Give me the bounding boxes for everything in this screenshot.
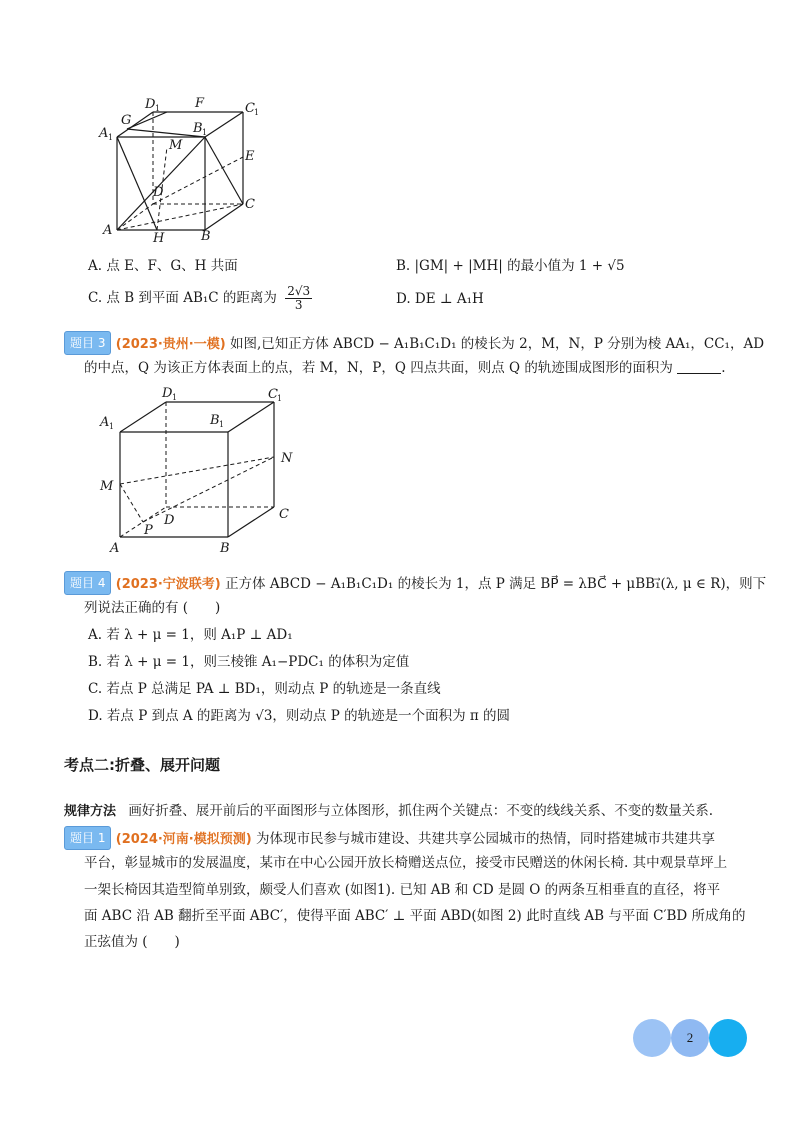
q5-line5: 正弦值为 ( ) xyxy=(84,934,180,950)
label-M: M xyxy=(169,138,183,153)
fraction-den: 3 xyxy=(294,298,303,312)
q4-option-c: C. 若点 P 总满足 PA ⊥ BD₁，则动点 P 的轨迹是一条直线 xyxy=(88,681,441,697)
method-label: 规律方法 xyxy=(64,804,117,819)
q3-text2: 的中点，Q 为该正方体表面上的点，若 M，N，P，Q 四点共面，则点 Q 的轨迹围成图形的面积为 xyxy=(84,360,673,376)
label-H: H xyxy=(153,231,165,242)
q2-option-c xyxy=(88,285,312,312)
fraction-num: 2√3 xyxy=(287,284,311,298)
label-B1: B xyxy=(193,121,203,136)
page-number-badge xyxy=(671,1019,709,1057)
page-number: 2 xyxy=(686,1030,694,1045)
label-A: A xyxy=(103,223,113,238)
label-N: N xyxy=(281,451,293,466)
q2-option-c-fraction xyxy=(285,285,312,312)
label-F: F xyxy=(195,96,205,111)
sub-B1: 1 xyxy=(202,128,208,137)
label-D1: D xyxy=(145,97,156,112)
q5-source: (2024·河南·模拟预测) xyxy=(115,832,252,847)
label-C1: C xyxy=(268,387,278,402)
q4-text1: 正方体 ABCD − A₁B₁C₁D₁ 的棱长为 1，点 P 满足 BP⃗ = λBC⃗ + μBB₁⃗(λ, μ ∈ R)，则下 xyxy=(225,576,767,592)
method-text: 画好折叠、展开前后的平面图形与立体图形，抓住两个关键点：不变的线线关系、不变的数量关系. xyxy=(128,803,714,819)
sub-A1: 1 xyxy=(108,133,114,142)
q4-source: (2023·宁波联考) xyxy=(115,577,221,592)
label-C1: C xyxy=(245,101,255,116)
label-M: M xyxy=(100,479,114,494)
label-C: C xyxy=(245,197,255,212)
label-B1: B xyxy=(210,413,220,428)
sub-D1: 1 xyxy=(155,104,161,113)
label-D: D xyxy=(164,513,175,528)
q5-line2: 平台，彰显城市的发展温度，某市在中心公园开放长椅赠送点位，接受市民赠送的休闲长椅. 其中观景草坪上 xyxy=(84,855,728,871)
q3-line2 xyxy=(84,358,725,378)
label-G: G xyxy=(121,113,132,128)
q2-option-b: B. |GM| + |MH| 的最小值为 1 + √5 xyxy=(396,258,625,274)
label-D1: D xyxy=(162,386,173,401)
q2-option-c-text: C. 点 B 到平面 AB₁C 的距离为 xyxy=(88,290,277,306)
label-D: D xyxy=(153,185,164,200)
cube-figure-1 xyxy=(95,92,275,242)
q2-option-d: D. DE ⊥ A₁H xyxy=(396,291,484,307)
label-P: P xyxy=(144,523,153,538)
method-line xyxy=(64,801,713,822)
sub-C1: 1 xyxy=(277,394,283,403)
q2-option-a: A. 点 E、F、G、H 共面 xyxy=(88,258,238,274)
sub-C1: 1 xyxy=(254,108,260,117)
q5-text1: 为体现市民参与城市建设、共建共享公园城市的热情，同时搭建城市共建共享 xyxy=(256,831,715,847)
q4-line1 xyxy=(64,571,766,595)
q3-line1 xyxy=(64,331,764,355)
page-circle-left xyxy=(633,1019,671,1057)
sub-A1: 1 xyxy=(109,422,115,431)
q5-line1 xyxy=(64,826,715,850)
q5-line3: 一架长椅因其造型简单别致，颇受人们喜欢 (如图1). 已知 AB 和 CD 是圆 O 的两条互相垂直的直径，将平 xyxy=(84,882,721,898)
label-A1: A xyxy=(100,415,110,430)
sub-D1: 1 xyxy=(172,393,178,402)
label-B: B xyxy=(220,541,230,556)
q3-source: (2023·贵州·一模) xyxy=(115,337,226,352)
q4-option-d: D. 若点 P 到点 A 的距离为 √3，则动点 P 的轨迹是一个面积为 π 的圆 xyxy=(88,708,511,724)
label-A: A xyxy=(110,541,120,556)
q3-text2-end: . xyxy=(721,360,726,376)
page-circle-right xyxy=(709,1019,747,1057)
label-B: B xyxy=(201,229,211,242)
cube-figure-2 xyxy=(96,382,306,557)
q4-line2: 列说法正确的有 ( ) xyxy=(84,600,221,616)
q4-tag: 题目 4 xyxy=(64,571,111,595)
q5-line4: 面 ABC 沿 AB 翻折至平面 ABC′，使得平面 ABC′ ⊥ 平面 ABD(如图 2) 此时直线 AB 与平面 C′BD 所成角的 xyxy=(84,908,746,924)
q5-tag: 题目 1 xyxy=(64,826,111,850)
answer-blank[interactable] xyxy=(677,359,721,374)
q4-option-a: A. 若 λ + μ = 1，则 A₁P ⊥ AD₁ xyxy=(88,627,293,643)
section-title: 考点二:折叠、展开问题 xyxy=(64,756,220,774)
label-A1: A xyxy=(99,126,109,141)
sub-B1: 1 xyxy=(219,420,225,429)
label-C: C xyxy=(279,507,289,522)
q3-tag: 题目 3 xyxy=(64,331,111,355)
label-E: E xyxy=(245,149,255,164)
q4-option-b: B. 若 λ + μ = 1，则三棱锥 A₁−PDC₁ 的体积为定值 xyxy=(88,654,410,670)
q3-text1: 如图,已知正方体 ABCD − A₁B₁C₁D₁ 的棱长为 2，M，N，P 分别为棱 AA₁，CC₁，AD xyxy=(230,336,765,352)
